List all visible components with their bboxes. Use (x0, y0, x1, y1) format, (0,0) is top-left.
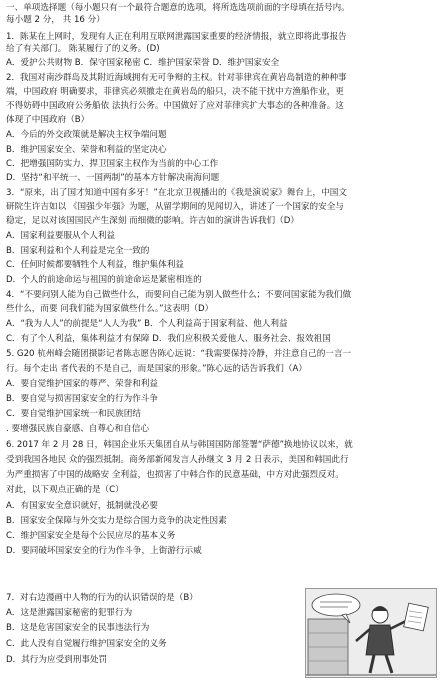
question-7-option-c: C．此人没有自觉履行维护国家安全的义务 (6, 639, 167, 649)
question-5-option-c: C．要自觉维护国家统一和民族团结 (6, 409, 141, 419)
cartoon-illustration (305, 588, 437, 678)
question-6-stem: 受到我国各地民 众的强烈抵制。商务部新闻发言人孙继文 3 月 2 日表示，美国和韩国此行 (6, 455, 349, 465)
question-4-stem: 4．“不要问别人能为自己做些什么，而要问自己能为别人做些什么；不要问国家能为我们做 (6, 290, 352, 300)
section-heading: 一、单项选择题（每小题只有一个最符合题意的选项，将所选选项前面的字母填在括号内。 (6, 3, 350, 13)
question-6-stem: 为严重损害了中国的战略安 全利益，也损害了中韩合作的民意基础，中方对此强烈反对。 (6, 470, 344, 480)
question-4-stem: 些什么，而要 问我们能为国家做些什么。”这表明（D） (6, 304, 214, 314)
question-2-option-d: D．坚持“和平统一、一国两制”的基本方针解决南海问题 (6, 173, 220, 183)
question-6-option-d: D．要同破坏国家安全的行为作斗争，上街游行示威 (6, 546, 202, 556)
section-heading-scoring: 每小题 2 分， 共 16 分） (6, 15, 105, 25)
question-6-option-a: A．有国家安全意识就好，抵制就没必要 (6, 501, 158, 511)
question-3-option-c: C．任何时候都要牺牲个人利益，维护集体利益 (6, 260, 184, 270)
question-6-option-b: B．国家安全保障与外交实力是综合国力竞争的决定性因素 (6, 516, 227, 526)
question-5-option-a: A．要自觉维护国家的尊严、荣誉和利益 (6, 379, 158, 389)
question-2-option-b: B．维护国家安全、荣誉和利益的坚定决心 (6, 145, 167, 155)
question-6-stem: 对此，以下观点正确的是（C） (6, 485, 124, 495)
question-3-option-a: A．国家利益要服从个人利益 (6, 231, 116, 241)
question-5-stem: 行。每个走出 者代表的不是自己，而是国家的形象。”陈心远的话告诉我们（A） (6, 364, 307, 374)
question-2-stem: 体现了中国政府（B） (6, 115, 90, 125)
question-5-option-d: . 要增强民族自豪感、自尊心和自信心 (6, 424, 149, 434)
question-6-option-c: C．维护国家安全是每个公民应尽的基本义务 (6, 531, 176, 541)
question-2-option-c: C．把增强国防实力、捍卫国家主权作为当前的中心工作 (6, 159, 219, 169)
question-3-option-b: B．国家利益和个人利益是完全一致的 (6, 246, 150, 256)
question-4-options-cd: C．有了个人利益，集体利益才有保障 D．我们应积极关爱他人、服务社会、报效祖国 (6, 334, 331, 344)
question-4-options-ab: A．“我为人人”的前提是“人人为我” B．个人利益高于国家利益、他人利益 (6, 319, 288, 329)
cartoon-drawing (306, 589, 436, 677)
question-2-stem: 端，中国政府 明确要求，菲律宾必须撤走在黄岩岛的船只，决不能干扰中方渔船作业，更 (6, 87, 344, 97)
question-6-stem: 6. 2017 年 2 月 28 日，韩国企业乐天集团自从与韩国国防部签署“萨德”换地协议以来，就 (6, 440, 353, 450)
question-3-stem: 3．“原来，出了国才知道中国有多牙！”在北京卫视播出的《我是演说家》舞台上，中国文 (6, 188, 347, 198)
question-7-option-a: A．这是泄露国家秘密的犯罪行为 (6, 608, 133, 618)
question-3-option-d: D．个人的前途命运与祖国的前途命运是紧密相连的 (6, 275, 202, 285)
question-5-option-b: B．要自觉与损害国家安全的行为作斗争 (6, 394, 158, 404)
question-1-stem: 1．陈某在上网时，发现有人正在利用互联网泄露国家重要的经济情报，就立即将此事报告 (6, 32, 347, 42)
question-2-option-a: A．今后的外交政策就是解决主权争端问题 (6, 130, 167, 140)
question-5-stem: 5. G20 杭州峰会随团摄影记者陈志愿告陈心远说：“我需要保持冷静，并注意自己的一言一 (6, 349, 352, 359)
question-1-options: A．爱护公共财物 B．保守国家秘密 C．维护国家荣誉 D．维护国家安全 (6, 58, 280, 68)
question-3-stem: 稳定，足以对该国国民产生深刻 而细微的影响。许吉如的演讲告诉我们（D） (6, 216, 299, 226)
question-1-stem: 给了有关部门。 陈某履行了的义务。(D) (6, 44, 160, 54)
question-7-option-b: B．这是危害国家安全的民事违法行为 (6, 623, 150, 633)
question-7-option-d: D．其行为应受到刑事处罚 (6, 655, 108, 665)
question-7-stem: 7．对右边漫画中人物的行为的认识错误的是（B） (6, 593, 198, 603)
question-3-stem: 研院生许吉如以 《国强少年强》为题，从留学期间的见闻切入，讲述了一个国家的安全与 (6, 202, 344, 212)
question-2-stem: 不得妨碍中国政府公务船依 法执行公务。中国做好了应对菲律宾扩大事态的各种准备。这 (6, 101, 344, 111)
question-2-stem: 2．我国对南沙群岛及其附近海域拥有无可争辩的主权。针对菲律宾在黄岩岛制造的种种事 (6, 73, 347, 83)
